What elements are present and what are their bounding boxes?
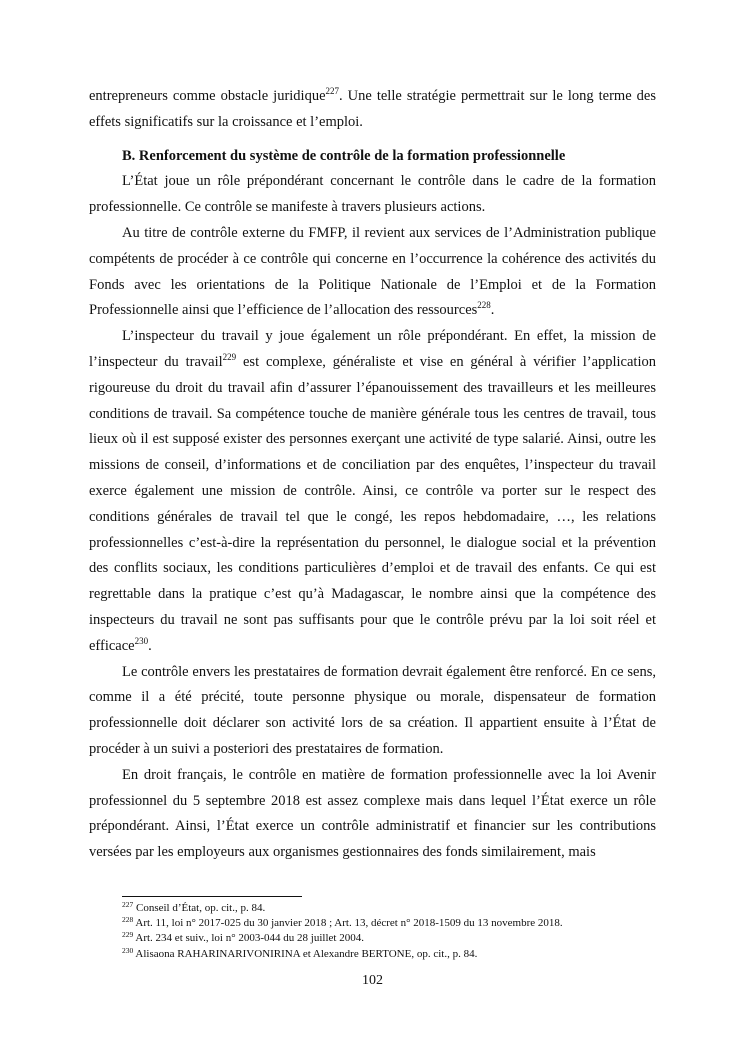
footnote-ref-229[interactable]: 229 bbox=[222, 351, 237, 362]
footnote-227: $^{227}$ Conseil d’État, op. cit., p. 84. bbox=[122, 900, 266, 914]
footnote-ref-230[interactable]: 230 bbox=[134, 635, 149, 646]
footnote-ref-227[interactable]: 227 bbox=[325, 86, 340, 96]
paragraph-french-law: En droit français, le contrôle en matière de formation professionnelle avec la loi Avenir professionnel du 5 septembre 2018 est assez complexe mais dans lequel l’État exerce un rôle prépondérant. Ainsi, l’État exerce un contrôle administratif et financier sur les contributions versées par les employeurs aux organismes gestionnaires des fonds similairement, mais bbox=[89, 766, 656, 861]
paragraph-state-role: L’État joue un rôle prépondérant concernant le contrôle dans le cadre de la formation professionnelle. Ce contrôle se manifeste à travers plusieurs actions. bbox=[89, 173, 656, 216]
section-heading: B. Renforcement du système de contrôle de la formation professionnelle bbox=[122, 147, 566, 164]
paragraph-labour-inspector: L’inspecteur du travail y joue également un rôle prépondérant. En effet, la mission de l’inspecteur du travail$^{229}$ est complexe, généraliste et vise en général à vérifier l’application rigoureuse du droit du travail afin d’assurer l’épanouissement des travailleurs et les meilleures conditions de travail. Sa compétence touche de manière générale tous les centres de travail, tous lieux où il est supposé exister des personnes exerçant une activité de type salarié. Ainsi, outre les missions de conseil, d’informations et de conciliation par des enquêtes, l’inspecteur du travail exerce également une mission de contrôle. Ainsi, ce contrôle va porter sur le respect des conditions générales de travail tel que le congé, les repos hebdomadaire, …, les relations professionnelles c’est-à-dire la représentation du personnel, le dialogue social et la prévention des conflits sociaux, les conditions particulières d’emploi et de travail des enfants. Ce qui est regrettable dans la pratique c’est qu’à Madagascar, le nombre ainsi que la compétence des inspecteurs du travail ne sont pas suffisants pour que le contrôle prévu par la loi soit réel et efficace$^{230}$. bbox=[89, 328, 656, 654]
footnote-229: $^{229}$ Art. 234 et suiv., loi n° 2003-044 du 28 juillet 2004. bbox=[122, 930, 364, 945]
page-number: 102 bbox=[362, 973, 383, 988]
footnotes bbox=[122, 901, 662, 962]
footnote-separator bbox=[122, 896, 302, 897]
document-body bbox=[89, 84, 656, 866]
paragraph-external-control: Au titre de contrôle externe du FMFP, il revient aux services de l’Administration publique compétents de procéder à ce contrôle qui concerne en l’occurrence la cohérence des activités du Fonds avec les orientations de la Politique Nationale de l’Emploi et de la Formation Professionnelle ainsi que l’efficience de l’allocation des ressources$^{228}$. bbox=[89, 224, 656, 319]
paragraph-continuation: entrepreneurs comme obstacle juridique$^{227}$. Une telle stratégie permettrait sur le long terme des effets significatifs sur la croissance et l’emploi. bbox=[89, 86, 656, 130]
paragraph-training-providers: Le contrôle envers les prestataires de formation devrait également être renforcé. En ce sens, comme il a été précité, toute personne physique ou morale, dispensateur de formation professionnelle doit déclarer son activité lors de sa création. Il appartient ensuite à l’État de procéder à un suivi a posteriori des prestataires de formation. bbox=[89, 663, 656, 757]
footnote-228: $^{228}$ Art. 11, loi n° 2017-025 du 30 janvier 2018 ; Art. 13, décret n° 2018-1509 du 13 novembre 2018. bbox=[122, 915, 563, 930]
footnote-ref-228[interactable]: 228 bbox=[477, 300, 491, 311]
footnote-230: $^{230}$ Alisaona RAHARINARIVONIRINA et Alexandre BERTONE, op. cit., p. 84. bbox=[122, 945, 478, 960]
